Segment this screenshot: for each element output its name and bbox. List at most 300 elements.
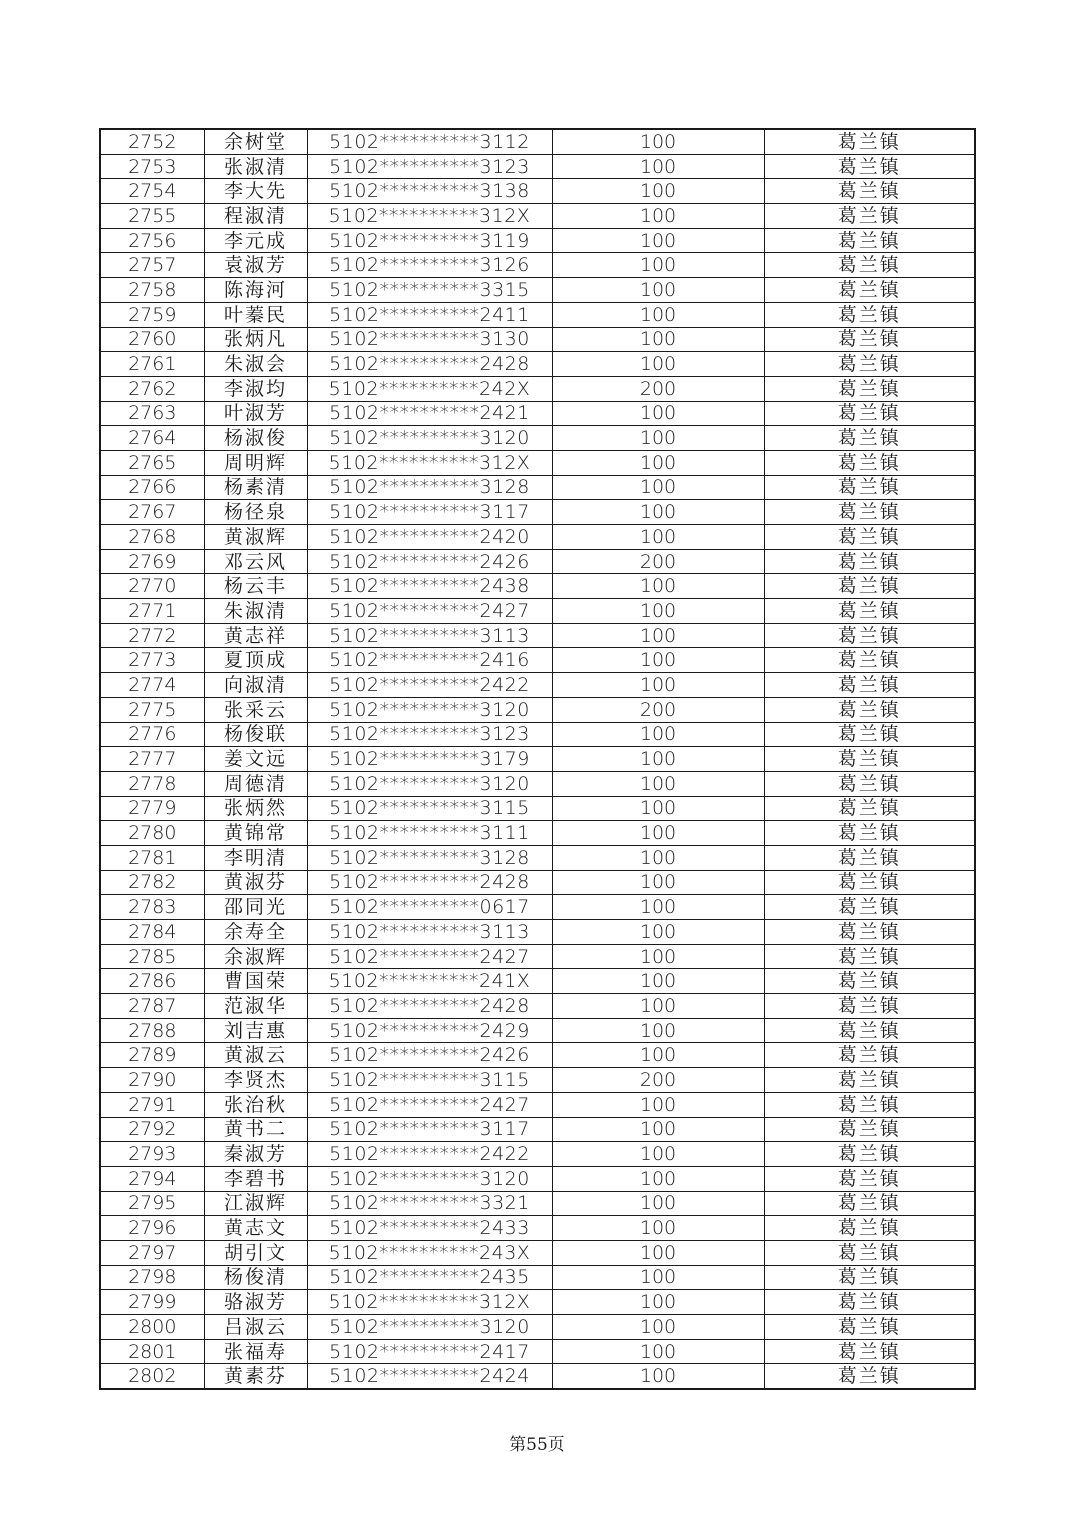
town-cell: 葛兰镇 — [764, 722, 975, 747]
table-row — [100, 525, 975, 550]
id-number-cell: 5102**********2411 — [307, 302, 552, 327]
name-cell: 袁淑芳 — [204, 253, 307, 278]
table-row — [100, 574, 975, 599]
table-row — [100, 1315, 975, 1340]
table-row — [100, 401, 975, 426]
serial-number-cell: 2787 — [100, 994, 204, 1019]
serial-number-cell: 2756 — [100, 228, 204, 253]
name-cell: 江淑辉 — [204, 1191, 307, 1216]
table-row — [100, 1068, 975, 1093]
amount-cell: 100 — [552, 1240, 764, 1265]
id-number-cell: 5102**********2428 — [307, 352, 552, 377]
town-cell: 葛兰镇 — [764, 920, 975, 945]
serial-number-cell: 2795 — [100, 1191, 204, 1216]
name-cell: 张采云 — [204, 697, 307, 722]
id-number-cell: 5102**********312X — [307, 204, 552, 229]
amount-cell: 100 — [552, 1117, 764, 1142]
id-number-cell: 5102**********2422 — [307, 673, 552, 698]
id-number-cell: 5102**********2427 — [307, 944, 552, 969]
serial-number-cell: 2753 — [100, 154, 204, 179]
name-cell: 邓云风 — [204, 549, 307, 574]
amount-cell: 200 — [552, 549, 764, 574]
town-cell: 葛兰镇 — [764, 1043, 975, 1068]
serial-number-cell: 2757 — [100, 253, 204, 278]
name-cell: 范淑华 — [204, 994, 307, 1019]
name-cell: 刘吉惠 — [204, 1018, 307, 1043]
id-number-cell: 5102**********3120 — [307, 426, 552, 451]
amount-cell: 100 — [552, 623, 764, 648]
id-number-cell: 5102**********0617 — [307, 895, 552, 920]
id-number-cell: 5102**********3120 — [307, 697, 552, 722]
name-cell: 李大先 — [204, 179, 307, 204]
id-number-cell: 5102**********242X — [307, 376, 552, 401]
serial-number-cell: 2788 — [100, 1018, 204, 1043]
id-number-cell: 5102**********2427 — [307, 599, 552, 624]
serial-number-cell: 2762 — [100, 376, 204, 401]
town-cell: 葛兰镇 — [764, 697, 975, 722]
town-cell: 葛兰镇 — [764, 352, 975, 377]
id-number-cell: 5102**********2416 — [307, 648, 552, 673]
amount-cell: 100 — [552, 426, 764, 451]
table-row — [100, 1240, 975, 1265]
amount-cell: 100 — [552, 1216, 764, 1241]
id-number-cell: 5102**********2428 — [307, 870, 552, 895]
town-cell: 葛兰镇 — [764, 253, 975, 278]
serial-number-cell: 2797 — [100, 1240, 204, 1265]
id-number-cell: 5102**********2426 — [307, 549, 552, 574]
name-cell: 杨云丰 — [204, 574, 307, 599]
id-number-cell: 5102**********2429 — [307, 1018, 552, 1043]
amount-cell: 100 — [552, 1018, 764, 1043]
name-cell: 张淑清 — [204, 154, 307, 179]
serial-number-cell: 2790 — [100, 1068, 204, 1093]
name-cell: 李贤杰 — [204, 1068, 307, 1093]
name-cell: 向淑清 — [204, 673, 307, 698]
amount-cell: 100 — [552, 1315, 764, 1340]
name-cell: 余树堂 — [204, 129, 307, 154]
amount-cell: 100 — [552, 1290, 764, 1315]
name-cell: 黄志文 — [204, 1216, 307, 1241]
table-row — [100, 228, 975, 253]
amount-cell: 100 — [552, 969, 764, 994]
id-number-cell: 5102**********3128 — [307, 845, 552, 870]
amount-cell: 100 — [552, 302, 764, 327]
serial-number-cell: 2775 — [100, 697, 204, 722]
table-row — [100, 475, 975, 500]
table-row — [100, 549, 975, 574]
id-number-cell: 5102**********3112 — [307, 129, 552, 154]
name-cell: 李淑均 — [204, 376, 307, 401]
name-cell: 杨素清 — [204, 475, 307, 500]
name-cell: 叶蓁民 — [204, 302, 307, 327]
amount-cell: 100 — [552, 920, 764, 945]
serial-number-cell: 2791 — [100, 1092, 204, 1117]
town-cell: 葛兰镇 — [764, 1142, 975, 1167]
name-cell: 李元成 — [204, 228, 307, 253]
serial-number-cell: 2777 — [100, 747, 204, 772]
name-cell: 邵同光 — [204, 895, 307, 920]
name-cell: 黄淑芬 — [204, 870, 307, 895]
amount-cell: 100 — [552, 179, 764, 204]
name-cell: 张炳然 — [204, 796, 307, 821]
name-cell: 张炳凡 — [204, 327, 307, 352]
id-number-cell: 5102**********2433 — [307, 1216, 552, 1241]
table-row — [100, 821, 975, 846]
table-row — [100, 796, 975, 821]
id-number-cell: 5102**********3117 — [307, 500, 552, 525]
serial-number-cell: 2760 — [100, 327, 204, 352]
amount-cell: 100 — [552, 747, 764, 772]
table-row — [100, 129, 975, 154]
serial-number-cell: 2785 — [100, 944, 204, 969]
town-cell: 葛兰镇 — [764, 401, 975, 426]
town-cell: 葛兰镇 — [764, 944, 975, 969]
amount-cell: 100 — [552, 278, 764, 303]
amount-cell: 100 — [552, 722, 764, 747]
town-cell: 葛兰镇 — [764, 1315, 975, 1340]
town-cell: 葛兰镇 — [764, 1191, 975, 1216]
amount-cell: 100 — [552, 1339, 764, 1364]
town-cell: 葛兰镇 — [764, 1216, 975, 1241]
town-cell: 葛兰镇 — [764, 1265, 975, 1290]
table-row — [100, 179, 975, 204]
table-row — [100, 771, 975, 796]
table-row — [100, 327, 975, 352]
name-cell: 黄志祥 — [204, 623, 307, 648]
table-row — [100, 722, 975, 747]
id-number-cell: 5102**********3113 — [307, 920, 552, 945]
town-cell: 葛兰镇 — [764, 1117, 975, 1142]
serial-number-cell: 2766 — [100, 475, 204, 500]
table-row — [100, 1191, 975, 1216]
name-cell: 杨径泉 — [204, 500, 307, 525]
table-row — [100, 302, 975, 327]
id-number-cell: 5102**********3115 — [307, 796, 552, 821]
table-row — [100, 278, 975, 303]
town-cell: 葛兰镇 — [764, 376, 975, 401]
town-cell: 葛兰镇 — [764, 771, 975, 796]
amount-cell: 200 — [552, 697, 764, 722]
id-number-cell: 5102**********2424 — [307, 1364, 552, 1389]
id-number-cell: 5102**********3113 — [307, 623, 552, 648]
name-cell: 杨淑俊 — [204, 426, 307, 451]
serial-number-cell: 2758 — [100, 278, 204, 303]
serial-number-cell: 2794 — [100, 1166, 204, 1191]
town-cell: 葛兰镇 — [764, 1068, 975, 1093]
serial-number-cell: 2784 — [100, 920, 204, 945]
id-number-cell: 5102**********3123 — [307, 722, 552, 747]
serial-number-cell: 2771 — [100, 599, 204, 624]
town-cell: 葛兰镇 — [764, 1290, 975, 1315]
table-row — [100, 944, 975, 969]
name-cell: 余淑辉 — [204, 944, 307, 969]
table-row — [100, 845, 975, 870]
amount-cell: 100 — [552, 574, 764, 599]
serial-number-cell: 2780 — [100, 821, 204, 846]
id-number-cell: 5102**********243X — [307, 1240, 552, 1265]
table-row — [100, 352, 975, 377]
id-number-cell: 5102**********3138 — [307, 179, 552, 204]
town-cell: 葛兰镇 — [764, 747, 975, 772]
serial-number-cell: 2802 — [100, 1364, 204, 1389]
serial-number-cell: 2752 — [100, 129, 204, 154]
table-row — [100, 1043, 975, 1068]
id-number-cell: 5102**********241X — [307, 969, 552, 994]
table-row — [100, 204, 975, 229]
amount-cell: 100 — [552, 1191, 764, 1216]
amount-cell: 100 — [552, 1043, 764, 1068]
table-row — [100, 623, 975, 648]
name-cell: 黄锦常 — [204, 821, 307, 846]
amount-cell: 100 — [552, 450, 764, 475]
serial-number-cell: 2781 — [100, 845, 204, 870]
serial-number-cell: 2782 — [100, 870, 204, 895]
id-number-cell: 5102**********3111 — [307, 821, 552, 846]
town-cell: 葛兰镇 — [764, 302, 975, 327]
id-number-cell: 5102**********312X — [307, 1290, 552, 1315]
name-cell: 张福寿 — [204, 1339, 307, 1364]
serial-number-cell: 2801 — [100, 1339, 204, 1364]
town-cell: 葛兰镇 — [764, 821, 975, 846]
table-row — [100, 154, 975, 179]
table-row — [100, 920, 975, 945]
amount-cell: 100 — [552, 401, 764, 426]
amount-cell: 100 — [552, 525, 764, 550]
town-cell: 葛兰镇 — [764, 969, 975, 994]
table-row — [100, 673, 975, 698]
town-cell: 葛兰镇 — [764, 327, 975, 352]
town-cell: 葛兰镇 — [764, 154, 975, 179]
id-number-cell: 5102**********3315 — [307, 278, 552, 303]
id-number-cell: 5102**********3115 — [307, 1068, 552, 1093]
serial-number-cell: 2764 — [100, 426, 204, 451]
table-row — [100, 747, 975, 772]
town-cell: 葛兰镇 — [764, 450, 975, 475]
amount-cell: 200 — [552, 1068, 764, 1093]
table-row — [100, 1364, 975, 1389]
amount-cell: 100 — [552, 154, 764, 179]
serial-number-cell: 2773 — [100, 648, 204, 673]
table-row — [100, 1290, 975, 1315]
town-cell: 葛兰镇 — [764, 796, 975, 821]
id-number-cell: 5102**********2426 — [307, 1043, 552, 1068]
amount-cell: 100 — [552, 771, 764, 796]
serial-number-cell: 2755 — [100, 204, 204, 229]
town-cell: 葛兰镇 — [764, 426, 975, 451]
name-cell: 吕淑云 — [204, 1315, 307, 1340]
name-cell: 曹国荣 — [204, 969, 307, 994]
id-number-cell: 5102**********3321 — [307, 1191, 552, 1216]
id-number-cell: 5102**********3179 — [307, 747, 552, 772]
town-cell: 葛兰镇 — [764, 525, 975, 550]
id-number-cell: 5102**********2420 — [307, 525, 552, 550]
table-row — [100, 648, 975, 673]
amount-cell: 100 — [552, 253, 764, 278]
serial-number-cell: 2767 — [100, 500, 204, 525]
table-row — [100, 697, 975, 722]
town-cell: 葛兰镇 — [764, 1018, 975, 1043]
id-number-cell: 5102**********2438 — [307, 574, 552, 599]
table-row — [100, 1216, 975, 1241]
id-number-cell: 5102**********3119 — [307, 228, 552, 253]
table-row — [100, 1166, 975, 1191]
amount-cell: 100 — [552, 599, 764, 624]
serial-number-cell: 2789 — [100, 1043, 204, 1068]
town-cell: 葛兰镇 — [764, 129, 975, 154]
serial-number-cell: 2772 — [100, 623, 204, 648]
serial-number-cell: 2774 — [100, 673, 204, 698]
serial-number-cell: 2799 — [100, 1290, 204, 1315]
table-row — [100, 870, 975, 895]
town-cell: 葛兰镇 — [764, 1166, 975, 1191]
name-cell: 黄素芬 — [204, 1364, 307, 1389]
name-cell: 朱淑清 — [204, 599, 307, 624]
amount-cell: 100 — [552, 1265, 764, 1290]
name-cell: 杨俊清 — [204, 1265, 307, 1290]
serial-number-cell: 2778 — [100, 771, 204, 796]
roster-table-body — [100, 129, 975, 1389]
town-cell: 葛兰镇 — [764, 1339, 975, 1364]
name-cell: 夏顶成 — [204, 648, 307, 673]
id-number-cell: 5102**********3120 — [307, 1166, 552, 1191]
name-cell: 骆淑芳 — [204, 1290, 307, 1315]
amount-cell: 100 — [552, 821, 764, 846]
town-cell: 葛兰镇 — [764, 500, 975, 525]
town-cell: 葛兰镇 — [764, 204, 975, 229]
table-row — [100, 1018, 975, 1043]
amount-cell: 100 — [552, 1364, 764, 1389]
town-cell: 葛兰镇 — [764, 228, 975, 253]
id-number-cell: 5102**********3117 — [307, 1117, 552, 1142]
id-number-cell: 5102**********3128 — [307, 475, 552, 500]
town-cell: 葛兰镇 — [764, 895, 975, 920]
amount-cell: 100 — [552, 204, 764, 229]
town-cell: 葛兰镇 — [764, 1092, 975, 1117]
table-row — [100, 1339, 975, 1364]
amount-cell: 100 — [552, 129, 764, 154]
name-cell: 秦淑芳 — [204, 1142, 307, 1167]
town-cell: 葛兰镇 — [764, 599, 975, 624]
town-cell: 葛兰镇 — [764, 475, 975, 500]
serial-number-cell: 2761 — [100, 352, 204, 377]
amount-cell: 100 — [552, 500, 764, 525]
serial-number-cell: 2798 — [100, 1265, 204, 1290]
table-row — [100, 1117, 975, 1142]
table-row — [100, 1142, 975, 1167]
id-number-cell: 5102**********2428 — [307, 994, 552, 1019]
amount-cell: 100 — [552, 1092, 764, 1117]
serial-number-cell: 2793 — [100, 1142, 204, 1167]
serial-number-cell: 2786 — [100, 969, 204, 994]
name-cell: 程淑清 — [204, 204, 307, 229]
town-cell: 葛兰镇 — [764, 549, 975, 574]
table-row — [100, 599, 975, 624]
serial-number-cell: 2779 — [100, 796, 204, 821]
id-number-cell: 5102**********3123 — [307, 154, 552, 179]
name-cell: 李碧书 — [204, 1166, 307, 1191]
serial-number-cell: 2765 — [100, 450, 204, 475]
id-number-cell: 5102**********312X — [307, 450, 552, 475]
table-row — [100, 895, 975, 920]
town-cell: 葛兰镇 — [764, 278, 975, 303]
serial-number-cell: 2759 — [100, 302, 204, 327]
name-cell: 张治秋 — [204, 1092, 307, 1117]
amount-cell: 100 — [552, 994, 764, 1019]
name-cell: 周明辉 — [204, 450, 307, 475]
town-cell: 葛兰镇 — [764, 179, 975, 204]
id-number-cell: 5102**********3126 — [307, 253, 552, 278]
serial-number-cell: 2783 — [100, 895, 204, 920]
table-row — [100, 376, 975, 401]
town-cell: 葛兰镇 — [764, 870, 975, 895]
amount-cell: 100 — [552, 796, 764, 821]
page-number: 第55页 — [509, 1435, 565, 1455]
serial-number-cell: 2800 — [100, 1315, 204, 1340]
amount-cell: 100 — [552, 845, 764, 870]
table-row — [100, 253, 975, 278]
name-cell: 李明清 — [204, 845, 307, 870]
serial-number-cell: 2763 — [100, 401, 204, 426]
name-cell: 杨俊联 — [204, 722, 307, 747]
serial-number-cell: 2770 — [100, 574, 204, 599]
id-number-cell: 5102**********2435 — [307, 1265, 552, 1290]
id-number-cell: 5102**********2417 — [307, 1339, 552, 1364]
amount-cell: 100 — [552, 475, 764, 500]
name-cell: 叶淑芳 — [204, 401, 307, 426]
name-cell: 陈海河 — [204, 278, 307, 303]
serial-number-cell: 2768 — [100, 525, 204, 550]
table-row — [100, 1265, 975, 1290]
amount-cell: 100 — [552, 648, 764, 673]
serial-number-cell: 2792 — [100, 1117, 204, 1142]
serial-number-cell: 2769 — [100, 549, 204, 574]
town-cell: 葛兰镇 — [764, 845, 975, 870]
table-row — [100, 426, 975, 451]
town-cell: 葛兰镇 — [764, 574, 975, 599]
table-row — [100, 969, 975, 994]
table-row — [100, 1092, 975, 1117]
amount-cell: 100 — [552, 673, 764, 698]
amount-cell: 100 — [552, 228, 764, 253]
amount-cell: 100 — [552, 352, 764, 377]
amount-cell: 100 — [552, 327, 764, 352]
town-cell: 葛兰镇 — [764, 648, 975, 673]
amount-cell: 100 — [552, 1166, 764, 1191]
id-number-cell: 5102**********2427 — [307, 1092, 552, 1117]
amount-cell: 100 — [552, 1142, 764, 1167]
town-cell: 葛兰镇 — [764, 1364, 975, 1389]
town-cell: 葛兰镇 — [764, 673, 975, 698]
amount-cell: 100 — [552, 895, 764, 920]
amount-cell: 200 — [552, 376, 764, 401]
serial-number-cell: 2754 — [100, 179, 204, 204]
amount-cell: 100 — [552, 944, 764, 969]
name-cell: 朱淑会 — [204, 352, 307, 377]
serial-number-cell: 2796 — [100, 1216, 204, 1241]
town-cell: 葛兰镇 — [764, 994, 975, 1019]
amount-cell: 100 — [552, 870, 764, 895]
name-cell: 余寿全 — [204, 920, 307, 945]
name-cell: 胡引文 — [204, 1240, 307, 1265]
roster-table — [99, 128, 976, 1390]
name-cell: 黄淑云 — [204, 1043, 307, 1068]
table-row — [100, 994, 975, 1019]
name-cell: 周德清 — [204, 771, 307, 796]
id-number-cell: 5102**********2421 — [307, 401, 552, 426]
town-cell: 葛兰镇 — [764, 1240, 975, 1265]
name-cell: 黄书二 — [204, 1117, 307, 1142]
id-number-cell: 5102**********3120 — [307, 771, 552, 796]
